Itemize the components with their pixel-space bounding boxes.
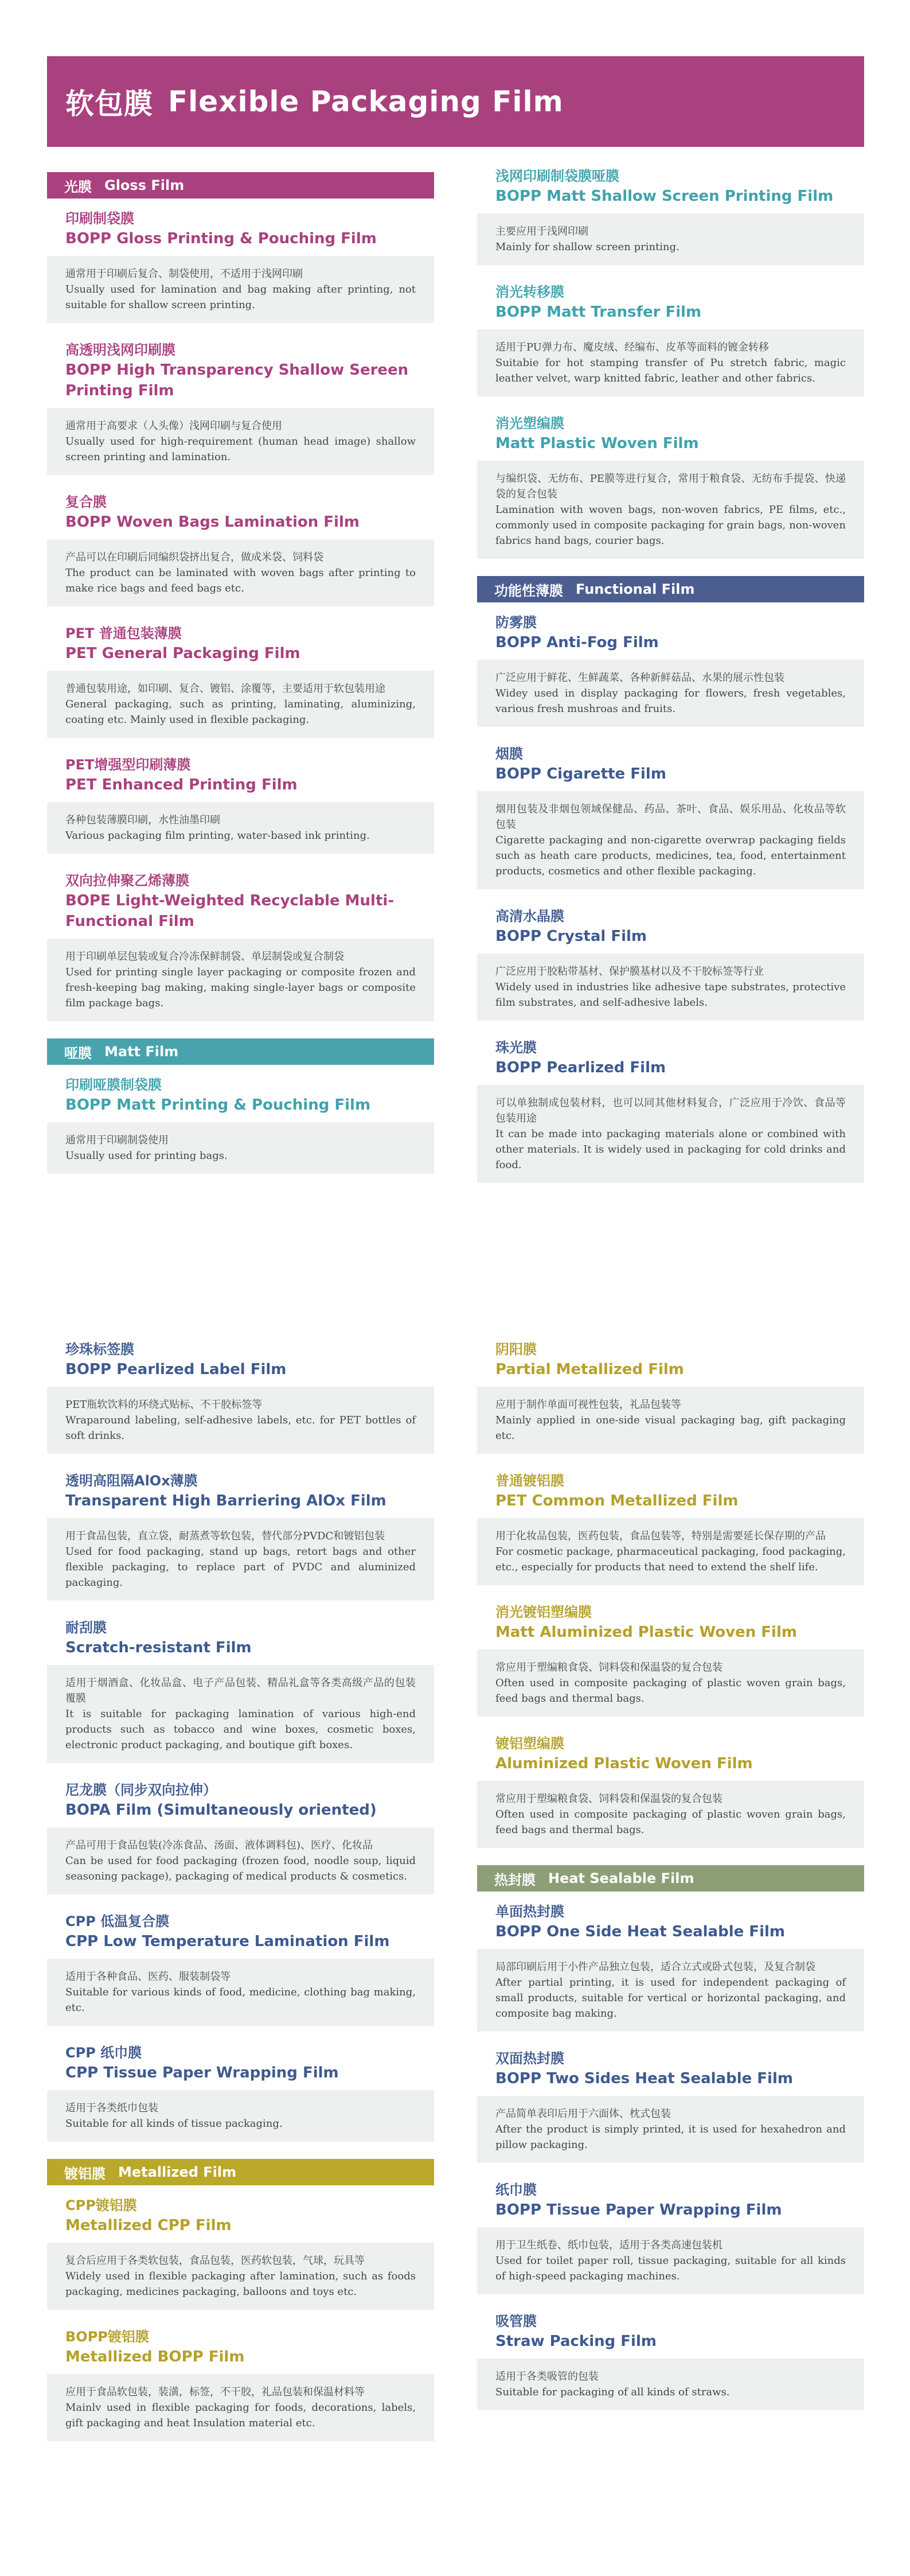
product-item	[477, 613, 864, 727]
product-name-en: Scratch-resistant Film	[65, 1639, 252, 1656]
product-item	[47, 1471, 434, 1601]
product-name-zh: 耐刮膜	[65, 1620, 107, 1636]
product-name-en: BOPP Matt Transfer Film	[495, 303, 702, 321]
description-zh: 适用于烟酒盒、化妆品盒、电子产品包装、精品礼盒等各类高级产品的包装覆膜	[65, 1677, 416, 1705]
description-en: Used for food packaging, stand up bags, retort bags and other flexible packaging, to replace part of PVDC and aluminized packaging.	[65, 1546, 416, 1589]
description-zh: 广泛应用于鲜花、生鲜蔬菜、各种新鲜菇品、水果的展示性包装	[495, 672, 784, 684]
description-en: The product can be laminated with woven bags after printing to make rice bags and feed bags etc.	[65, 567, 416, 594]
product-name-zh: CPP镀铝膜	[65, 2197, 137, 2213]
product-description	[47, 1959, 434, 2026]
product-description	[477, 2359, 864, 2410]
description-en: It can be made into packaging materials alone or combined with other materials. It is widely used in packaging for cold drinks and food.	[495, 1128, 846, 1171]
product-name-en: Metallized BOPP Film	[65, 2348, 245, 2365]
description-en: Various packaging film printing, water-based ink printing.	[65, 830, 370, 842]
metallized-list-continued	[477, 1340, 864, 1848]
product-description	[477, 1781, 864, 1848]
product-item	[47, 209, 434, 323]
product-item	[477, 1734, 864, 1848]
gloss-list	[47, 209, 434, 1021]
product-name-en: BOPP Matt Shallow Screen Printing Film	[495, 188, 834, 205]
heat-sealable-list	[477, 1902, 864, 2410]
description-en: Usually used for high-requirement (human head image) shallow screen printing and lamination.	[65, 435, 416, 463]
product-name-zh: 珍珠标签膜	[65, 1341, 134, 1357]
product-name-zh: 纸巾膜	[495, 2182, 537, 2198]
column-right-bottom	[477, 1340, 864, 2427]
description-en: Suitable for various kinds of food, medicine, clothing bag making, etc.	[65, 1986, 416, 2014]
product-name-zh: 消光塑编膜	[495, 415, 564, 431]
product-item	[47, 1912, 434, 2026]
description-zh: 通常用于高要求（人头像）浅网印刷与复合使用	[65, 420, 282, 432]
product-name-zh: 珠光膜	[495, 1040, 537, 1056]
product-item	[47, 1075, 434, 1174]
description-en: Used for printing single layer packaging or composite frozen and fresh-keeping bag making, making single-layer bags or composite film package bags.	[65, 966, 416, 1009]
product-name-zh: 吸管膜	[495, 2313, 537, 2329]
product-description	[47, 408, 434, 475]
description-zh: 复合后应用于各类软包装，食品包装，医药软包装，气球，玩具等	[65, 2255, 365, 2267]
product-name-zh: PET 普通包装薄膜	[65, 625, 182, 641]
product-description	[477, 1387, 864, 1454]
description-zh: 普通包装用途，如印刷、复合、镀铝、涂覆等，主要适用于软包装用途	[65, 683, 385, 695]
column-left-bottom	[47, 1340, 434, 2458]
product-description	[477, 2096, 864, 2163]
product-item	[477, 2180, 864, 2294]
product-name-zh: 浅网印刷制袋膜哑膜	[495, 168, 619, 184]
product-description	[47, 1665, 434, 1763]
product-name-zh: PET增强型印刷薄膜	[65, 757, 191, 773]
product-name-en: CPP Tissue Paper Wrapping Film	[65, 2064, 339, 2081]
product-name-en: Partial Metallized Film	[495, 1361, 684, 1378]
product-name-en: PET Common Metallized Film	[495, 1492, 739, 1509]
product-item	[47, 2196, 434, 2310]
product-description	[477, 954, 864, 1021]
product-name-zh: 印刷哑膜制袋膜	[65, 1077, 162, 1093]
description-zh: 用于化妆品包装，医药包装，食品包装等，特别是需要延长保存期的产品	[495, 1530, 826, 1542]
product-name-zh: CPP 低温复合膜	[65, 1913, 170, 1929]
product-name-en: Metallized CPP Film	[65, 2217, 232, 2234]
product-item	[47, 492, 434, 606]
description-en: Mainlv used in flexible packaging for foods, decorations, labels, gift packaging and heat Insulation material etc.	[65, 2402, 416, 2429]
product-name-zh: CPP 纸巾膜	[65, 2045, 142, 2061]
description-zh: 适用于各类吸管的包装	[495, 2371, 599, 2383]
product-item	[47, 1618, 434, 1763]
description-zh: 产品可用于食品包装(冷冻食品、汤面、液体调料包)、医疗、化妆品	[65, 1839, 373, 1851]
section-header-metallized: 镀铝膜 Metallized Film	[47, 2159, 434, 2185]
description-en: Often used in composite packaging of plastic woven grain bags, feed bags and thermal bags.	[495, 1808, 846, 1836]
description-zh: 应用于食品软包装，装潢，标签，不干胶，礼品包装和保温材料等	[65, 2386, 365, 2398]
product-name-en: BOPE Light-Weighted Recyclable Multi-Functional Film	[65, 892, 395, 930]
product-name-zh: 高透明浅网印刷膜	[65, 342, 175, 358]
description-zh: 产品可以在印刷后同编织袋挤出复合，做成米袋、饲料袋	[65, 551, 323, 563]
product-name-en: PET Enhanced Printing Film	[65, 776, 298, 793]
product-item	[477, 1471, 864, 1585]
product-description	[47, 939, 434, 1021]
metallized-list	[47, 2196, 434, 2441]
product-name-en: CPP Low Temperature Lamination Film	[65, 1933, 390, 1950]
description-en: Used for toilet paper roll, tissue packaging, suitable for all kinds of high-speed packaging machines.	[495, 2255, 846, 2282]
product-item	[477, 414, 864, 559]
product-name-zh: 消光转移膜	[495, 284, 564, 300]
description-zh: 局部印刷后用于小件产品独立包装，适合立式或卧式包装，及复合制袋	[495, 1961, 815, 1973]
product-name-zh: 阴阳膜	[495, 1341, 537, 1357]
description-en: Suitable for packaging of all kinds of straws.	[495, 2386, 730, 2398]
section-header-matt: 哑膜 Matt Film	[47, 1038, 434, 1065]
description-en: Suitabie for hot stamping transfer of Pu stretch fabric, magic leather velvet, warp knitted fabric, leather and other fabrics.	[495, 357, 846, 384]
product-name-en: BOPP Pearlized Film	[495, 1059, 666, 1076]
description-zh: 适用于各类纸巾包装	[65, 2102, 158, 2114]
product-name-zh: 印刷制袋膜	[65, 211, 134, 227]
product-description	[477, 1518, 864, 1585]
product-item	[477, 166, 864, 265]
description-zh: 通常用于印刷制袋使用	[65, 1134, 169, 1146]
column-left-top	[47, 166, 434, 1191]
product-item	[477, 1340, 864, 1454]
description-en: Can be used for food packaging (frozen food, noodle soup, liquid seasoning package), packaging of medical products & cosmetics.	[65, 1855, 416, 1882]
product-description	[477, 791, 864, 889]
product-name-en: Straw Packing Film	[495, 2333, 657, 2350]
product-name-en: Aluminized Plastic Woven Film	[495, 1755, 753, 1772]
product-name-zh: 普通镀铝膜	[495, 1473, 564, 1489]
product-name-en: BOPP One Side Heat Sealable Film	[495, 1923, 785, 1940]
product-description	[47, 2243, 434, 2310]
description-en: Usually used for lamination and bag making after printing, not suitable for shallow screen printing.	[65, 283, 416, 311]
product-name-en: Matt Aluminized Plastic Woven Film	[495, 1624, 797, 1641]
product-item	[477, 1902, 864, 2032]
product-item	[477, 2049, 864, 2163]
description-en: Suitable for all kinds of tissue packaging.	[65, 2118, 283, 2130]
description-en: For cosmetic package, pharmaceutical packaging, food packaging, etc., especially for products that need to extend the shelf life.	[495, 1546, 846, 1573]
product-name-en: PET General Packaging Film	[65, 645, 300, 662]
section-header-heat-sealable: 热封膜 Heat Sealable Film	[477, 1865, 864, 1892]
product-name-zh: 透明高阻隔AlOx薄膜	[65, 1473, 198, 1489]
product-description	[47, 1387, 434, 1454]
page-banner	[47, 56, 864, 147]
product-name-zh: 双向拉伸聚乙烯薄膜	[65, 873, 189, 889]
functional-list-continued	[47, 1340, 434, 2142]
description-zh: 用于卫生纸卷、纸巾包装，适用于各类高速包装机	[495, 2239, 722, 2251]
product-description	[477, 1949, 864, 2032]
product-item	[47, 2043, 434, 2142]
description-zh: 适用于各种食品、医药、服装制袋等	[65, 1971, 231, 1983]
description-en: General packaging, such as printing, laminating, aluminizing, coating etc. Mainly used in flexible packaging.	[65, 698, 416, 726]
product-description	[47, 2090, 434, 2142]
product-description	[477, 2227, 864, 2294]
product-item	[47, 340, 434, 475]
product-name-en: BOPP Two Sides Heat Sealable Film	[495, 2070, 793, 2087]
product-description	[47, 1827, 434, 1894]
functional-list	[477, 613, 864, 1183]
description-zh: 主要应用于浅网印刷	[495, 225, 588, 238]
description-zh: 用于食品包装，直立袋，耐蒸煮等软包装，替代部分PVDC和镀铝包装	[65, 1530, 385, 1542]
product-item	[477, 744, 864, 889]
product-name-en: BOPP Crystal Film	[495, 928, 647, 945]
description-zh: 产品简单表印后用于六面体、枕式包装	[495, 2108, 671, 2120]
product-item	[47, 2327, 434, 2441]
product-name-en: BOPP Matt Printing & Pouching Film	[65, 1096, 371, 1114]
product-name-zh: 单面热封膜	[495, 1904, 564, 1920]
product-name-zh: 高清水晶膜	[495, 908, 564, 924]
column-right-top	[477, 166, 864, 1200]
product-name-en: BOPP Gloss Printing & Pouching Film	[65, 230, 377, 247]
description-zh: 可以单独制成包装材料，也可以同其他材料复合，广泛应用于冷饮、食品等包装用途	[495, 1097, 846, 1124]
matt-list-continued	[477, 166, 864, 559]
description-en: Lamination with woven bags, non-woven fabrics, PE films, etc., commonly used in composite packaging for grain bags, non-woven fabrics hand bags, courier bags.	[495, 504, 846, 547]
description-zh: 适用于PU弹力布、魔皮绒、经编布、皮革等面料的镀金转移	[495, 341, 769, 353]
product-name-zh: BOPP镀铝膜	[65, 2329, 149, 2345]
description-zh: 与编织袋、无纺布、PE膜等进行复合，常用于粮食袋、无纺布手提袋、快递袋的复合包装	[495, 473, 846, 500]
product-description	[47, 1518, 434, 1601]
product-item	[477, 2312, 864, 2410]
description-en: After the product is simply printed, it is used for hexahedron and pillow packaging.	[495, 2123, 846, 2151]
description-en: Mainly applied in one-side visual packaging bag, gift packaging etc.	[495, 1414, 846, 1442]
product-description	[477, 329, 864, 396]
description-en: It is suitable for packaging lamination of various high-end products such as tobacco and wine boxes, cosmetic boxes, electronic product packaging, and boutique gift boxes.	[65, 1708, 416, 1751]
product-item	[477, 906, 864, 1021]
product-name-en: BOPP Anti-Fog Film	[495, 634, 659, 651]
product-description	[47, 671, 434, 738]
product-name-en: BOPP Tissue Paper Wrapping Film	[495, 2201, 782, 2219]
product-description	[477, 1085, 864, 1183]
description-zh: 用于印刷单层包装或复合冷冻保鲜制袋、单层制袋或复合制袋	[65, 951, 344, 963]
product-name-en: BOPA Film (Simultaneously oriented)	[65, 1801, 377, 1819]
description-zh: 通常用于印刷后复合、制袋使用，不适用于浅网印刷	[65, 268, 303, 280]
banner-title-zh: 软包膜	[65, 87, 153, 120]
product-item	[47, 1340, 434, 1454]
banner-title-en: Flexible Packaging Film	[168, 85, 564, 118]
description-zh: PET瓶软饮料的环绕式贴标、不干胶标签等	[65, 1399, 263, 1411]
product-description	[47, 539, 434, 606]
description-en: Wraparound labeling, self-adhesive labels, etc. for PET bottles of soft drinks.	[65, 1414, 416, 1442]
product-item	[477, 1038, 864, 1183]
product-description	[47, 2374, 434, 2441]
section-header-gloss: 光膜 Gloss Film	[47, 172, 434, 199]
product-name-zh: 双面热封膜	[495, 2050, 564, 2067]
description-zh: 应用于制作单面可视性包装，礼品包装等	[495, 1399, 681, 1411]
description-en: Often used in composite packaging of plastic woven grain bags, feed bags and thermal bags.	[495, 1677, 846, 1705]
product-item	[477, 1602, 864, 1717]
product-description	[477, 213, 864, 265]
description-zh: 常应用于塑编粮食袋、饲料袋和保温袋的复合包装	[495, 1793, 722, 1805]
product-name-en: BOPP Woven Bags Lamination Film	[65, 513, 360, 531]
product-name-en: Matt Plastic Woven Film	[495, 435, 699, 452]
section-header-functional: 功能性薄膜 Functional Film	[477, 576, 864, 602]
product-name-en: BOPP Cigarette Film	[495, 765, 666, 783]
product-name-zh: 防雾膜	[495, 614, 537, 631]
description-en: Widely used in industries like adhesive tape substrates, protective film substrates, and self-adhesive labels.	[495, 981, 846, 1009]
product-description	[477, 461, 864, 559]
product-description	[477, 660, 864, 727]
description-zh: 常应用于塑编粮食袋、饲料袋和保温袋的复合包装	[495, 1661, 722, 1674]
product-name-zh: 烟膜	[495, 746, 523, 762]
product-name-en: Transparent High Barriering AlOx Film	[65, 1492, 386, 1509]
description-en: After partial printing, it is used for independent packaging of small products, suitable for vertical or horizontal packaging, and composite bag making.	[495, 1976, 846, 2019]
product-name-zh: 镀铝塑编膜	[495, 1736, 564, 1752]
product-name-en: BOPP High Transparency Shallow Sereen Printing Film	[65, 361, 409, 399]
description-en: Usually used for printing bags.	[65, 1150, 228, 1162]
product-description	[477, 1649, 864, 1717]
description-zh: 广泛应用于胶粘带基材、保护膜基材以及不干胶标签等行业	[495, 966, 764, 978]
description-en: Mainly for shallow screen printing.	[495, 241, 679, 253]
product-description	[47, 256, 434, 323]
product-name-zh: 消光镀铝塑编膜	[495, 1604, 592, 1620]
description-en: Cigarette packaging and non-cigarette overwrap packaging fields such as heath care products, medicines, tea, food, entertainment products, cosmetics and other flexible packaging.	[495, 834, 846, 877]
product-name-zh: 复合膜	[65, 494, 107, 510]
product-name-zh: 尼龙膜（同步双向拉伸）	[65, 1782, 217, 1798]
matt-list	[47, 1075, 434, 1174]
product-description	[47, 1122, 434, 1174]
product-item	[47, 871, 434, 1021]
product-name-en: BOPP Pearlized Label Film	[65, 1361, 287, 1378]
description-zh: 各种包装薄膜印刷，水性油墨印刷	[65, 814, 220, 826]
description-en: Widey used in display packaging for flowers, fresh vegetables, various fresh mushroas and fruits.	[495, 687, 846, 715]
product-item	[47, 624, 434, 738]
description-en: Widely used in flexible packaging after lamination, such as foods packaging, medicines packaging, balloons and toys etc.	[65, 2270, 416, 2298]
product-description	[47, 802, 434, 854]
product-item	[47, 755, 434, 854]
product-item	[477, 282, 864, 396]
description-zh: 烟用包装及非烟包领域保健品、药品、茶叶、食品、娱乐用品、化妆品等软包装	[495, 803, 846, 831]
product-item	[47, 1780, 434, 1894]
